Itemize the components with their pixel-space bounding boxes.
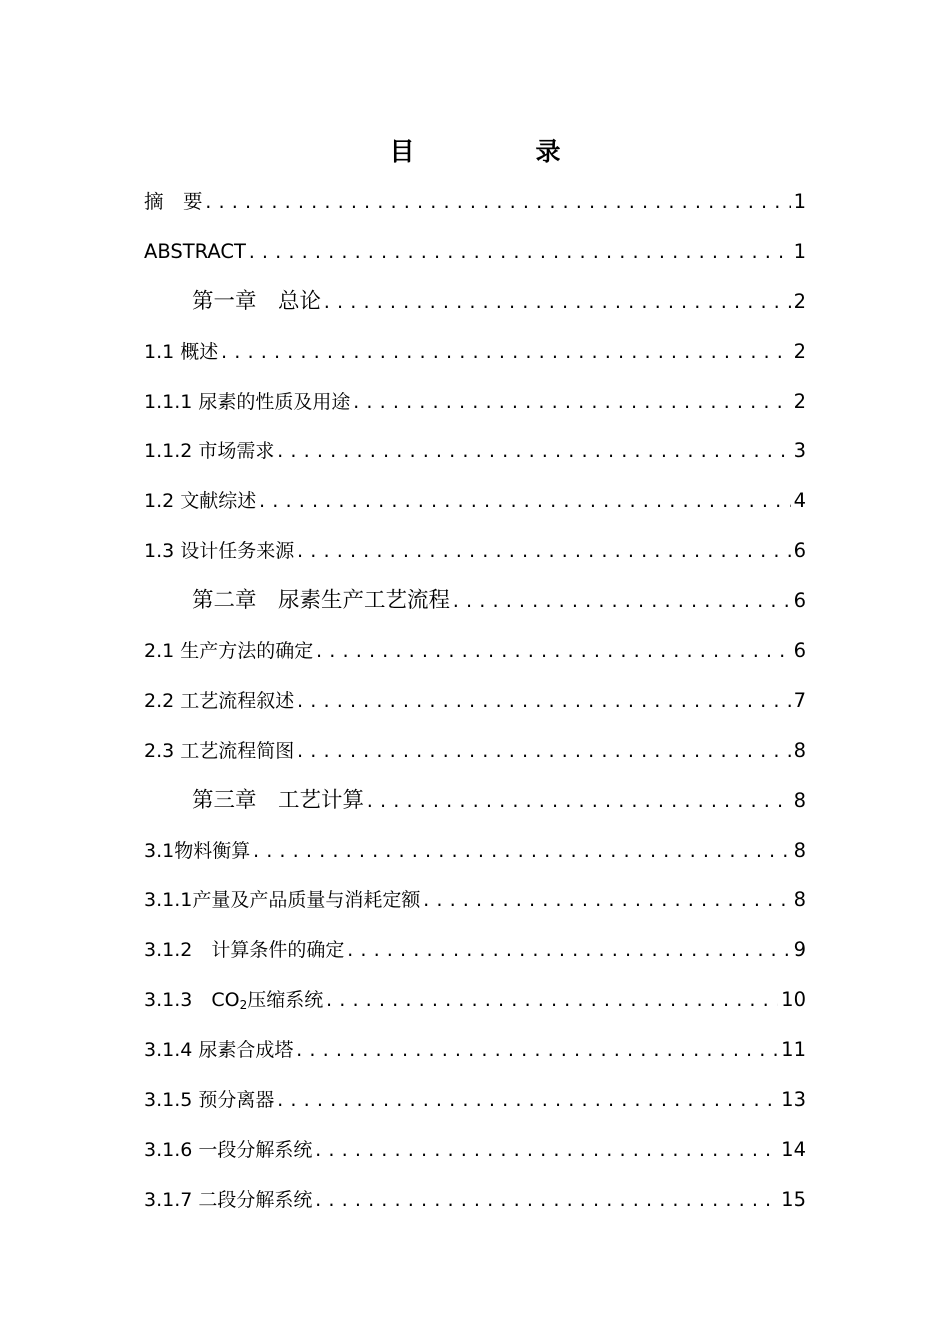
toc-entry-2-2[interactable] — [144, 679, 806, 729]
subscript-2: 2 — [239, 998, 248, 1013]
toc-entry-label: 1.1 概述 — [144, 340, 219, 363]
toc-page-number: 2 — [793, 389, 806, 413]
toc-entry-label — [144, 978, 323, 1027]
toc-entry-label: 1.1.2 市场需求 — [144, 440, 275, 463]
toc-page-number: 7 — [793, 688, 806, 712]
toc-page-number: 6 — [793, 539, 806, 563]
dot-leader — [313, 1179, 778, 1223]
toc-page-number: 10 — [781, 988, 806, 1012]
toc-entry-label: 1.1.1 尿素的性质及用途 — [144, 390, 351, 413]
toc-entry-label: 3.1.7 二段分解系统 — [144, 1188, 313, 1211]
dot-leader — [204, 181, 791, 225]
toc-page-number: 11 — [781, 1038, 806, 1062]
toc-page-number: 1 — [793, 190, 806, 213]
table-of-contents — [144, 180, 806, 1228]
toc-entry-label: 3.1物料衡算 — [144, 839, 251, 862]
toc-entry-1-1-1[interactable] — [144, 380, 806, 430]
dot-leader — [295, 680, 790, 724]
toc-entry-2-1[interactable] — [144, 629, 806, 679]
toc-entry-label: 3.1.6 一段分解系统 — [144, 1138, 313, 1161]
toc-entry-label: 1.2 文献综述 — [144, 490, 257, 513]
toc-entry-3-1-5[interactable] — [144, 1078, 806, 1128]
toc-entry-label-prefix: 3.1.3 CO — [144, 989, 240, 1012]
toc-entry-label: 2.1 生产方法的确定 — [144, 640, 314, 663]
toc-entry-1-3[interactable] — [144, 529, 806, 579]
toc-entry-label: 1.3 设计任务来源 — [144, 540, 295, 563]
toc-entry-3-1-1[interactable] — [144, 878, 806, 928]
toc-entry-1-1-2[interactable] — [144, 429, 806, 479]
dot-leader — [275, 430, 790, 474]
dot-leader — [219, 331, 790, 375]
toc-page-number: 8 — [793, 888, 806, 912]
toc-entry-chapter-2[interactable] — [144, 579, 806, 629]
dot-leader — [345, 929, 790, 973]
toc-entry-label: 2.3 工艺流程简图 — [144, 739, 295, 762]
toc-page-number: 2 — [793, 339, 806, 363]
toc-entry-3-1-6[interactable] — [144, 1128, 806, 1178]
toc-entry-label: ABSTRACT — [144, 239, 246, 263]
toc-entry-label: 3.1.5 预分离器 — [144, 1089, 275, 1112]
page-title: 目 录 — [389, 137, 609, 166]
toc-page-number: 6 — [793, 589, 806, 613]
toc-entry-2-3[interactable] — [144, 729, 806, 779]
toc-entry-label: 2.2 工艺流程叙述 — [144, 689, 295, 712]
toc-page-number: 14 — [781, 1137, 806, 1161]
toc-entry-label: 第一章 总论 — [192, 288, 322, 314]
toc-entry-3-1[interactable] — [144, 829, 806, 879]
dot-leader — [275, 1079, 778, 1123]
dot-leader — [322, 281, 791, 325]
toc-entry-3-1-3[interactable] — [144, 978, 806, 1028]
toc-page-number: 9 — [793, 938, 806, 962]
toc-page-number: 15 — [781, 1187, 806, 1211]
dot-leader — [313, 1129, 778, 1173]
toc-entry-abstract-cn[interactable] — [144, 180, 806, 230]
toc-page-number: 8 — [793, 788, 806, 812]
dot-leader — [314, 630, 790, 674]
toc-entry-label: 摘 要 — [144, 190, 203, 213]
dot-leader — [247, 231, 791, 275]
toc-entry-label-suffix: 压缩系统 — [247, 989, 324, 1012]
toc-page-number: 8 — [793, 838, 806, 862]
dot-leader — [324, 979, 778, 1023]
toc-entry-label: 第三章 工艺计算 — [192, 787, 365, 813]
toc-page-number: 13 — [781, 1088, 806, 1112]
toc-entry-3-1-4[interactable] — [144, 1028, 806, 1078]
toc-page-number: 1 — [793, 239, 806, 263]
dot-leader — [421, 879, 790, 923]
toc-page-number: 3 — [793, 439, 806, 463]
toc-entry-abstract-en[interactable] — [144, 230, 806, 280]
dot-leader — [257, 480, 790, 524]
toc-entry-1-2[interactable] — [144, 479, 806, 529]
toc-page-number: 6 — [793, 639, 806, 663]
dot-leader — [294, 1029, 778, 1073]
toc-entry-chapter-1[interactable] — [144, 280, 806, 330]
dot-leader — [451, 580, 791, 624]
dot-leader — [365, 780, 791, 824]
toc-page-number: 8 — [793, 738, 806, 762]
toc-entry-label: 第二章 尿素生产工艺流程 — [192, 588, 451, 614]
toc-page-number: 4 — [793, 489, 806, 513]
toc-entry-label: 3.1.1产量及产品质量与消耗定额 — [144, 889, 421, 912]
dot-leader — [351, 381, 790, 425]
dot-leader — [251, 830, 790, 874]
toc-page-number: 2 — [793, 289, 806, 313]
toc-entry-1-1[interactable] — [144, 330, 806, 380]
toc-entry-3-1-7[interactable] — [144, 1178, 806, 1228]
dot-leader — [295, 530, 790, 574]
dot-leader — [295, 730, 790, 774]
toc-entry-label: 3.1.4 尿素合成塔 — [144, 1039, 294, 1062]
toc-entry-3-1-2[interactable] — [144, 928, 806, 978]
toc-entry-chapter-3[interactable] — [144, 779, 806, 829]
toc-entry-label: 3.1.2 计算条件的确定 — [144, 939, 345, 962]
